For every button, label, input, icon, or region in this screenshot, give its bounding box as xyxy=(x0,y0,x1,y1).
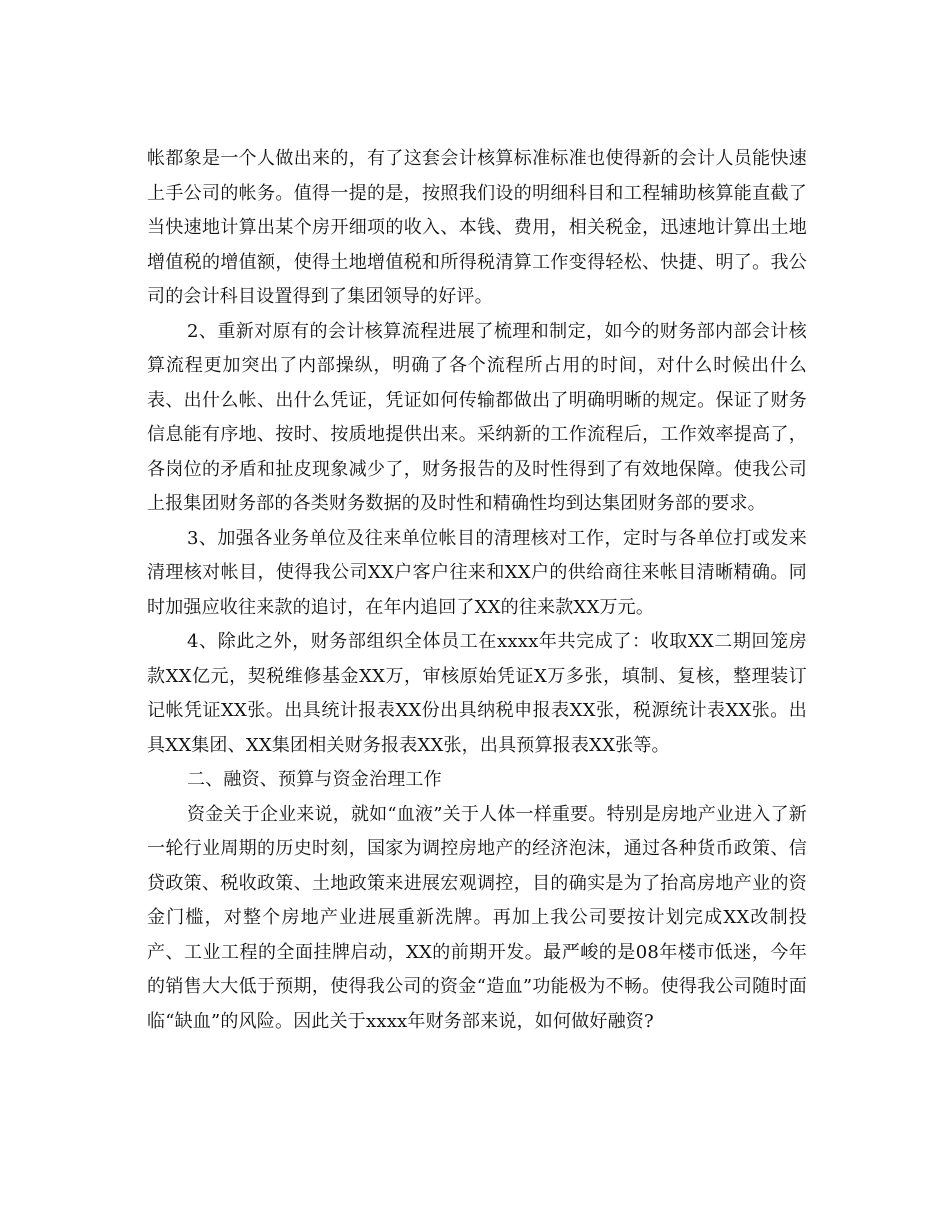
paragraph-item-2-accounting-process: 2、重新对原有的会计核算流程进展了梳理和制定，如今的财务部内部会计核算流程更加突出了内部操纵，明确了各个流程所占用的时间，对什么时候出什么表、出什么帐、出什么凭证，凭证如何传输都做出了明确明晰的规定。保证了财务信息能有序地、按时、按质地提供出来。采纳新的工作流程后，工作效率提高了，各岗位的矛盾和扯皮现象减少了，财务报告的及时性得到了有效地保障。使我公司上报集团财务部的各类财务数据的及时性和精确性均到达集团财务部的要求。 xyxy=(147,320,807,514)
section-heading-financing-budget: 二、融资、预算与资金治理工作 xyxy=(187,769,442,790)
paragraph-item-4-annual-work-summary: 4、除此之外，财务部组织全体员工在xxxx年共完成了：收取XX二期回笼房款XX亿元，契税维修基金XX万，审核原始凭证X万多张，填制、复核，整理装订记帐凭证XX张。出具统计报表XX份出具纳税申报表XX张，税源统计表XX张。出具XX集团、XX集团相关财务报表XX张，出具预算报表XX张等。 xyxy=(147,631,807,756)
document-body xyxy=(147,142,807,1039)
paragraph-item-3-account-reconciliation: 3、加强各业务单位及往来单位帐目的清理核对工作，定时与各单位打或发来清理核对帐目，使得我公司XX户客户往来和XX户的供给商往来帐目清晰精确。同时加强应收往来款的追讨，在年内追回了XX的往来款XX万元。 xyxy=(147,527,807,618)
paragraph-continued-accounting-standards: 帐都象是一个人做出来的，有了这套会计核算标准标准也使得新的会计人员能快速上手公司的帐务。值得一提的是，按照我们设的明细科目和工程辅助核算能直截了当快速地计算出某个房开细项的收入、本钱、费用，相关税金，迅速地计算出土地增值税的增值额，使得土地增值税和所得税清算工作变得轻松、快捷、明了。我公司的会计科目设置得到了集团领导的好评。 xyxy=(147,148,807,307)
paragraph-capital-importance: 资金关于企业来说，就如“血液”关于人体一样重要。特别是房地产业进入了新一轮行业周期的历史时刻，国家为调控房地产的经济泡沫，通过各种货币政策、信贷政策、税收政策、土地政策来进展宏观调控，目的确实是为了抬高房地产业的资金门槛，对整个房地产业进展重新洗牌。再加上我公司要按计划完成XX改制投产、工业工程的全面挂牌启动，XX的前期开发。最严峻的是08年楼市低迷，今年的销售大大低于预期，使得我公司的资金“造血”功能极为不畅。使得我公司随时面临“缺血”的风险。因此关于xxxx年财务部来说，如何做好融资? xyxy=(147,803,807,1032)
